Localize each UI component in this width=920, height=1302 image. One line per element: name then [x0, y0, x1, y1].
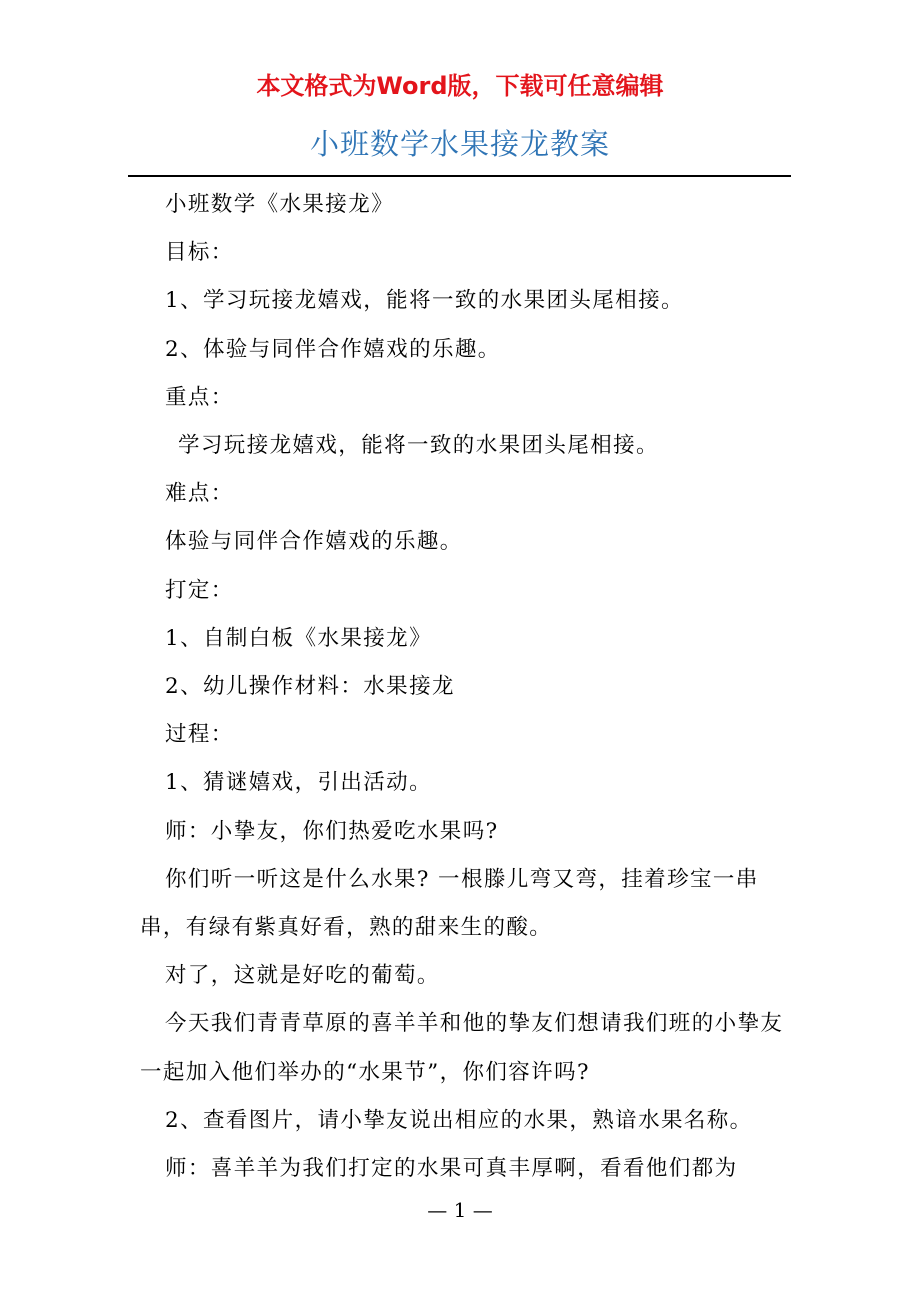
section-label-preparation: 打定：: [165, 577, 234, 603]
goal-item: 2、体验与同伴合作嬉戏的乐趣。: [165, 336, 501, 362]
process-paragraph: 师：小挚友，你们热爱吃水果吗?: [165, 818, 499, 844]
document-body: [140, 181, 790, 1193]
title-divider: [128, 175, 791, 177]
format-banner: 本文格式为Word版，下载可任意编辑: [256, 72, 664, 100]
process-paragraph: 你们听一听这是什么水果? 一根滕儿弯又弯，挂着珍宝一串串，有绿有紫真好看，熟的甜来生的酸。: [140, 866, 759, 941]
difficulty-text: 体验与同伴合作嬉戏的乐趣。: [165, 529, 463, 555]
preparation-item: 2、幼儿操作材料：水果接龙: [165, 674, 455, 700]
process-paragraph: 今天我们青青草原的喜羊羊和他的挚友们想请我们班的小挚友一起加入他们举办的“水果节”，你们容许吗?: [140, 1011, 784, 1085]
page-number: — 1 —: [427, 1198, 493, 1222]
section-label-key-point: 重点：: [165, 384, 234, 410]
document-title: 小班数学水果接龙教案: [309, 127, 610, 161]
section-label-goals: 目标：: [165, 240, 234, 266]
process-step: 1、猜谜嬉戏，引出活动。: [165, 770, 432, 796]
section-label-process: 过程：: [165, 722, 234, 748]
process-paragraph: 师：喜羊羊为我们打定的水果可真丰厚啊，看看他们都为: [165, 1156, 738, 1182]
key-point-text: 学习玩接龙嬉戏，能将一致的水果团头尾相接。: [178, 433, 659, 459]
process-step: 2、查看图片，请小挚友说出相应的水果，熟谙水果名称。: [165, 1107, 753, 1133]
section-label-difficulty: 难点：: [165, 481, 234, 507]
goal-item: 1、学习玩接龙嬉戏，能将一致的水果团头尾相接。: [165, 288, 684, 314]
lesson-heading: 小班数学《水果接龙》: [165, 192, 395, 217]
preparation-item: 1、自制白板《水果接龙》: [165, 625, 432, 651]
process-paragraph: 对了，这就是好吃的葡萄。: [165, 963, 440, 989]
